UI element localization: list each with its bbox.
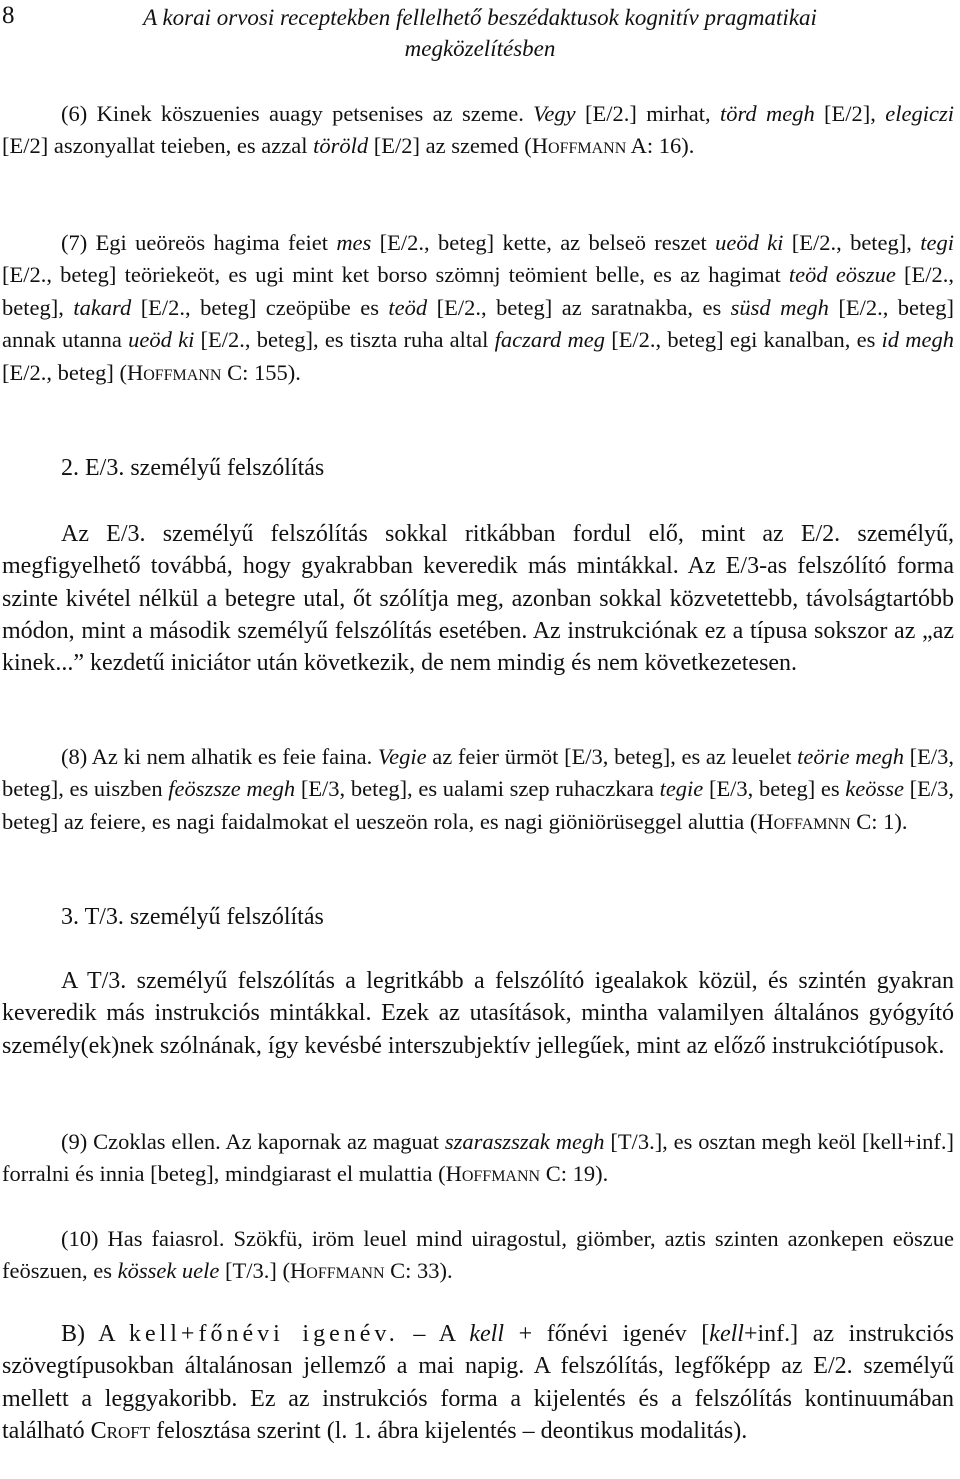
running-head — [80, 2, 880, 64]
example-6 — [2, 98, 954, 163]
section-2-body — [2, 518, 954, 679]
example-7 — [2, 227, 954, 389]
section-3-body — [2, 965, 954, 1062]
example-10-text: (10) Has faiasrol. Szökfü, iröm leuel mind uiragostul, giömber, aztis szinten azonkepen eöszue feöszuen, es kössek uele [T/3.] (Hoffmann C: 33). — [2, 1226, 954, 1284]
section-b-lead: B) A — [61, 1321, 129, 1347]
section-b — [2, 1318, 954, 1447]
example-6-text: (6) Kinek köszuenies auagy petsenises az szeme. Vegy [E/2.] mirhat, törd megh [E/2], elegiczi [E/2] aszonyallat teieben, es azzal töröld [E/2] az szemed (Hoffmann A: 16). — [2, 101, 954, 159]
running-head-line-2: megközelítésben — [404, 36, 556, 61]
example-9-text: (9) Czoklas ellen. Az kapornak az maguat szaraszszak megh [T/3.], es osztan megh keöl [kell+inf.] forralni és innia [beteg], mindgiarast el mulattia (Hoffmann C: 19). — [2, 1129, 954, 1187]
section-2-paragraph: Az E/3. személyű felszólítás sokkal ritkábban fordul elő, mint az E/2. személyű, megfigyelhető továbbá, hogy gyakrabban keveredik más mintákkal. Az E/3-as felszólító forma szinte kivétel nélkül a betegre utal, őt szólítja meg, azonban sokkal közvetettebb, távolságtartóbb módon, mint a második személyű felszólítás esetében. Az instrukciónak ez a típusa sokszor az „az kinek...” kezdetű iniciátor után következik, de nem mindig és nem következetesen. — [2, 521, 954, 677]
section-3 — [2, 901, 954, 933]
example-7-text: (7) Egi ueöreös hagima feiet mes [E/2., beteg] kette, az belseö reszet ueöd ki [E/2., beteg], tegi [E/2., beteg] teöriekeöt, es ugi mint ket borso szömnj teömient belle, es az hagimat teöd eöszue [E/2., beteg], takard [E/2., beteg] czeöpübe es teöd [E/2., beteg] az saratnakba, es süsd megh [E/2., beteg] annak utanna ueöd ki [E/2., beteg], es tiszta ruha altal faczard meg [E/2., beteg] egi kanalban, es id megh [E/2., beteg] (Hoffmann C: 155). — [2, 230, 955, 385]
section-3-heading: 3. T/3. személyű felszólítás — [61, 904, 324, 930]
example-10 — [2, 1223, 954, 1288]
example-8 — [2, 741, 954, 838]
section-2-heading: 2. E/3. személyű felszólítás — [61, 455, 325, 481]
section-2 — [2, 452, 954, 484]
page-number: 8 — [2, 2, 15, 29]
section-b-spaced-title: kell+főnévi igenév. — [128, 1321, 399, 1347]
example-8-text: (8) Az ki nem alhatik es feie faina. Vegie az feier ürmöt [E/3, beteg], es az leuelet teörie megh [E/3, beteg], es uiszben feöszsze megh [E/3, beteg], es ualami szep ruhaczkara tegie [E/3, beteg] es keösse [E/3, beteg] az feiere, es nagi faidalmokat el ueszeön rola, es nagi giöniörüseggel aluttia (Hoffamnn C: 1). — [2, 744, 955, 834]
running-head-line-1: A korai orvosi receptekben fellelhető beszédaktusok kognitív pragmatikai — [143, 5, 817, 30]
example-9 — [2, 1126, 954, 1191]
section-b-paragraph: B) A kell+főnévi igenév. – A kell + főnévi igenév [kell+inf.] az instrukciós szövegtípusokban általánosan jellemző a mai napig. A felszólítás, legfőképp az E/2. személyű mellett a leggyakoribb. Ez az instrukciós forma a kijelentés és a felszólítás kontinuumában található Croft felosztása szerint (l. 1. ábra kijelentés – deontikus modalitás). — [2, 1321, 954, 1444]
section-3-paragraph: A T/3. személyű felszólítás a legritkább a felszólító igealakok közül, és szintén gyakran keveredik más instrukciós mintákkal. Ezek az utasítások, mintha valamilyen általános gyógyító személy(ek)nek szólnának, így kevésbé interszubjektív jellegűek, mint az előző instrukciótípusok. — [2, 968, 954, 1059]
